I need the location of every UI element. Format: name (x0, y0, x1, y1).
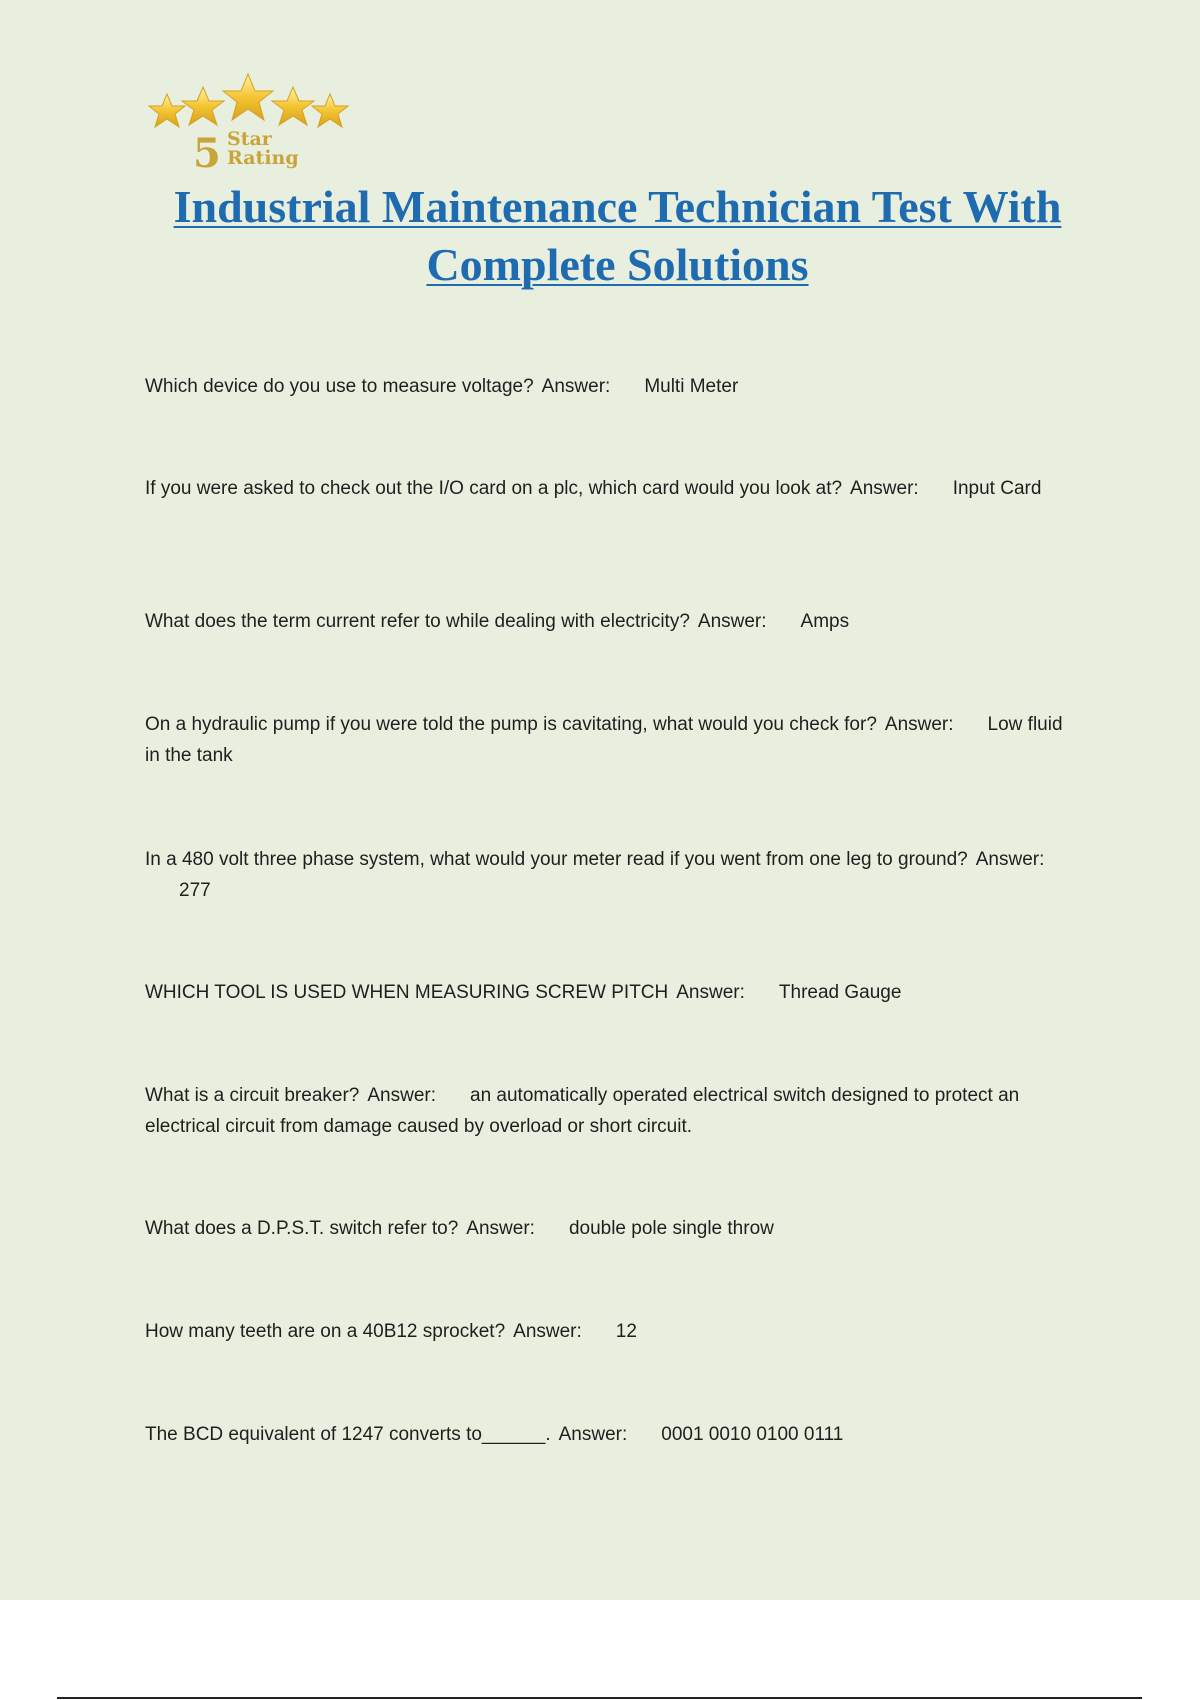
answer-text: 277 (179, 880, 211, 901)
answer-text: Low fluid in the tank (145, 714, 1068, 766)
answer-label: Answer: (697, 611, 767, 632)
question-text: The BCD equivalent of 1247 converts to______. (145, 1424, 551, 1445)
qa-item (145, 1419, 1075, 1450)
answer-text: an automatically operated electrical switch designed to protect an electrical circuit from damage caused by overload or short circuit. (145, 1085, 1025, 1137)
qa-item (145, 1080, 1075, 1142)
answer-text: Thread Gauge (778, 982, 902, 1003)
answer-text: 12 (615, 1321, 637, 1342)
answer-label: Answer: (513, 1321, 582, 1342)
answer-label: Answer: (850, 478, 919, 499)
logo-line2: Rating (227, 147, 299, 169)
logo-line1: Star (227, 128, 272, 150)
question-text: What is a circuit breaker? (145, 1085, 360, 1106)
qa-item (145, 709, 1075, 771)
answer-text: Input Card (952, 478, 1042, 499)
star-icon (312, 94, 348, 127)
answer-text: Amps (800, 611, 850, 632)
question-text: Which device do you use to measure voltage? (145, 376, 534, 397)
page-title: Industrial Maintenance Technician Test With Complete Solutions (173, 181, 1062, 290)
answer-text: double pole single throw (568, 1218, 774, 1239)
question-text: WHICH TOOL IS USED WHEN MEASURING SCREW PITCH (145, 982, 669, 1003)
question-text: How many teeth are on a 40B12 sprocket? (145, 1321, 506, 1342)
answer-label: Answer: (975, 849, 1045, 870)
question-text: On a hydraulic pump if you were told the pump is cavitating, what would you check for? (145, 714, 877, 735)
answer-label: Answer: (558, 1424, 628, 1445)
five-star-rating-logo (145, 70, 355, 170)
star-icon (272, 87, 314, 125)
question-text: What does the term current refer to while dealing with electricity? (145, 611, 690, 632)
answer-label: Answer: (367, 1085, 436, 1106)
star-icon (149, 94, 185, 127)
qa-item (145, 977, 1075, 1008)
qa-item (145, 844, 1075, 906)
star-icon (223, 74, 273, 120)
answer-label: Answer: (676, 982, 745, 1003)
qa-item (145, 473, 1075, 504)
footer-divider (57, 1697, 1142, 1699)
qa-item (145, 371, 1075, 402)
qa-item (145, 1213, 1075, 1244)
logo-digit: 5 (193, 130, 221, 170)
question-text: What does a D.P.S.T. switch refer to? (145, 1218, 459, 1239)
qa-item (145, 606, 1075, 637)
answer-text: 0001 0010 0100 0111 (661, 1424, 844, 1445)
answer-label: Answer: (884, 714, 954, 735)
qa-item (145, 1316, 1075, 1347)
answer-label: Answer: (466, 1218, 535, 1239)
question-text: In a 480 volt three phase system, what would your meter read if you went from one leg to ground? (145, 849, 968, 870)
answer-label: Answer: (541, 376, 611, 397)
answer-text: Multi Meter (644, 376, 739, 397)
star-icon (182, 87, 224, 125)
question-text: If you were asked to check out the I/O card on a plc, which card would you look at? (145, 478, 843, 499)
